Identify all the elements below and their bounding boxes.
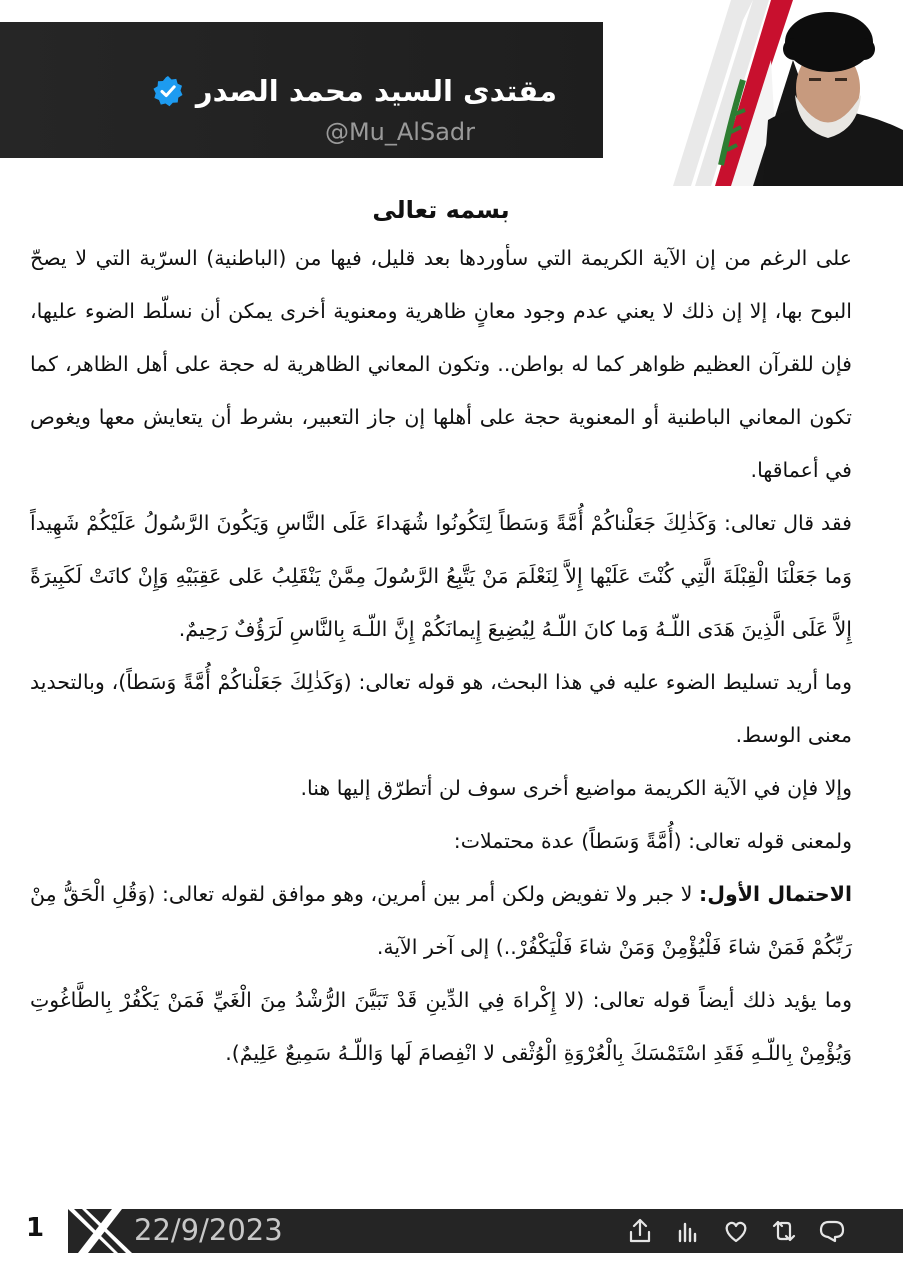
- statement-heading: بسمه تعالى: [372, 196, 510, 224]
- share-icon[interactable]: [625, 1216, 655, 1246]
- page-number-box: [0, 1209, 68, 1253]
- paragraph-other-topics: وإلا فإن في الآية الكريمة مواضيع أخرى سوف لن أتطرّق إليها هنا.: [300, 776, 852, 800]
- post-date: 22/9/2023: [134, 1213, 283, 1247]
- page-number: 1: [26, 1213, 45, 1243]
- account-handle[interactable]: @Mu_AlSadr: [324, 118, 475, 146]
- like-icon[interactable]: [721, 1216, 751, 1246]
- paragraph-support: وما يؤيد ذلك أيضاً قوله تعالى: (لا إِكْراهَ فِي الدِّينِ قَدْ تَبَيَّنَ الرُّشْدُ مِنَ الْغَيِّ فَمَنْ يَكْفُرْ بِالطَّاغُوتِ وَيُؤْمِنْ بِاللّـهِ فَقَدِ اسْتَمْسَكَ بِالْعُرْوَةِ الْوُثْقى لا انْفِصامَ لَها وَاللّـهُ سَمِيعٌ عَلِيمٌ).: [30, 988, 852, 1065]
- first-possibility-text: لا جبر ولا تفويض ولكن أمر بين أمرين، وهو موافق لقوله تعالى: (وَقُلِ الْحَقُّ مِنْ رَبِّكُمْ فَمَنْ شاءَ فَلْيُؤْمِنْ وَمَنْ شاءَ فَلْيَكْفُرْ..) إلى آخر الآية.: [30, 882, 852, 959]
- footer-bar: [0, 1209, 903, 1253]
- account-name[interactable]: مقتدى السيد محمد الصدر: [195, 74, 557, 108]
- paragraph-focus: وما أريد تسليط الضوء عليه في هذا البحث، هو قوله تعالى: (وَكَذٰلِكَ جَعَلْناكُمْ أُمَّةً وَسَطاً)، وبالتحديد معنى الوسط.: [30, 670, 852, 747]
- account-name-row: [152, 74, 557, 108]
- paragraph-intro: على الرغم من إن الآية الكريمة التي سأوردها بعد قليل، فيها من (الباطنية) السرّية التي لا يصحّ البوح بها، إلا إن ذلك لا يعني عدم وجود معانٍ ظاهرية ومعنوية أخرى يمكن أن نسلّط الضوء عليها، فإن للقرآن العظيم ظواهر كما له بواطن.. وتكون المعاني الظاهرية له حجة على أهل الظاهر، كما تكون المعاني الباطنية أو المعنوية حجة على أهلها إن جاز التعبير، بشرط أن يتعايش معها ويغوص في أعماقها.: [30, 246, 852, 482]
- paragraph-possibilities: ولمعنى قوله تعالى: (أُمَّةً وَسَطاً) عدة محتملات:: [453, 829, 852, 853]
- statement-body: [30, 188, 852, 1080]
- reply-icon[interactable]: [817, 1216, 847, 1246]
- first-possibility-label: الاحتمال الأول:: [699, 882, 852, 906]
- views-icon[interactable]: [673, 1216, 703, 1246]
- x-logo-icon: [62, 1209, 132, 1253]
- retweet-icon[interactable]: [769, 1216, 799, 1246]
- profile-photo[interactable]: [603, 0, 903, 186]
- action-icons: [625, 1216, 847, 1246]
- verified-badge-icon: [152, 75, 184, 107]
- paragraph-first-possibility: [30, 868, 852, 974]
- paragraph-verse: فقد قال تعالى: وَكَذٰلِكَ جَعَلْناكُمْ أُمَّةً وَسَطاً لِتَكُونُوا شُهَداءَ عَلَى النَّاسِ وَيَكُونَ الرَّسُولُ عَلَيْكُمْ شَهِيداً وَما جَعَلْنَا الْقِبْلَةَ الَّتِي كُنْتَ عَلَيْها إِلاَّ لِنَعْلَمَ مَنْ يَتَّبِعُ الرَّسُولَ مِمَّنْ يَنْقَلِبُ عَلى عَقِبَيْهِ وَإِنْ كانَتْ لَكَبِيرَةً إِلاَّ عَلَى الَّذِينَ هَدَى اللّـهُ وَما كانَ اللّـهُ لِيُضِيعَ إِيمانَكُمْ إِنَّ اللّـهَ بِالنَّاسِ لَرَؤُفٌ رَحِيمٌ.: [30, 511, 852, 641]
